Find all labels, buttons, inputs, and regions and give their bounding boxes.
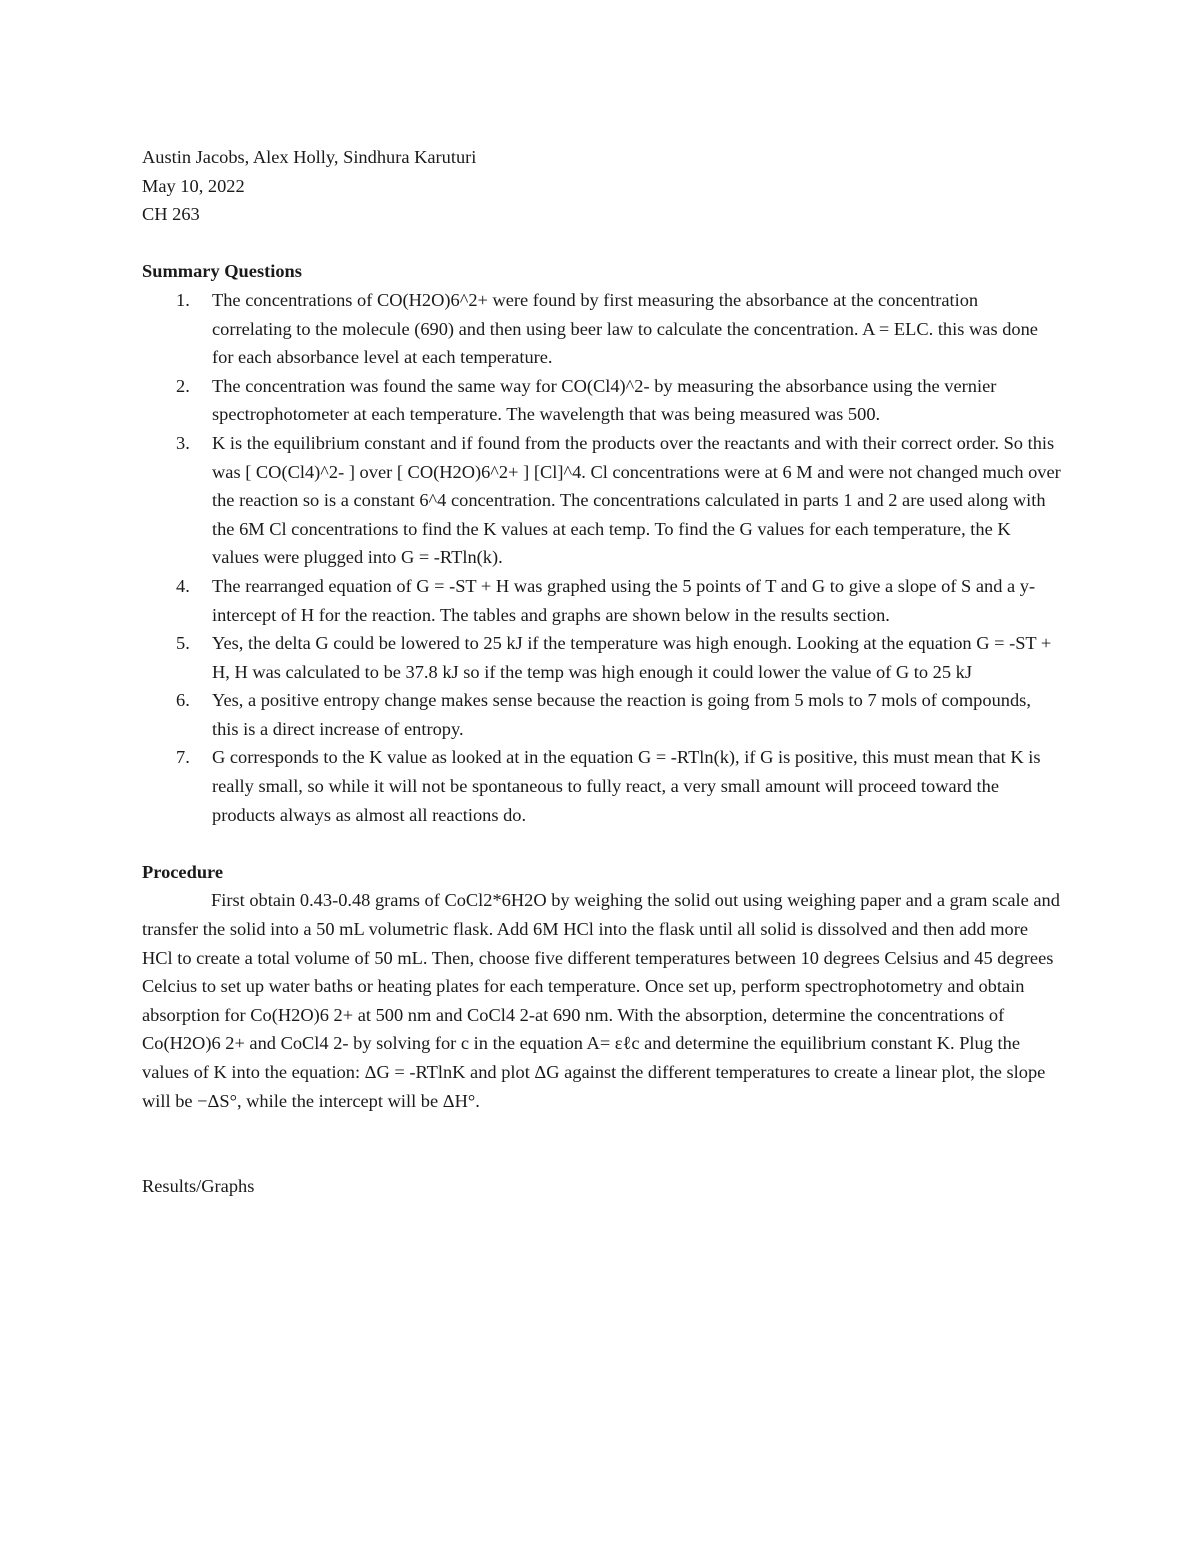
- list-item-text: Yes, the delta G could be lowered to 25 kJ if the temperature was high enough. Looking at the equation G = -ST + H, H was calculated to be 37.8 kJ so if the temp was high enough it could lower the value of G to 25 kJ: [212, 633, 1052, 682]
- procedure-heading: Procedure: [142, 861, 224, 882]
- list-item-text: Yes, a positive entropy change makes sense because the reaction is going from 5 mols to 7 mols of compounds, this is a direct increase of entropy.: [212, 690, 1031, 739]
- list-item-number: 2.: [176, 375, 190, 396]
- course-line: CH 263: [142, 204, 200, 225]
- list-item-number: 1.: [176, 289, 190, 310]
- authors-line: Austin Jacobs, Alex Holly, Sindhura Karuturi: [142, 147, 477, 167]
- list-item-text: G corresponds to the K value as looked at in the equation G = -RTln(k), if G is positive, this must mean that K is really small, so while it will not be spontaneous to fully react, a very small amount will proceed toward the products always as almost all reactions do.: [212, 747, 1041, 825]
- list-item-number: 3.: [176, 432, 190, 453]
- summary-heading: Summary Questions: [142, 261, 302, 282]
- spacer: [142, 229, 1062, 258]
- list-item: [142, 629, 1062, 686]
- date-line: May 10, 2022: [142, 175, 245, 196]
- list-item-text: K is the equilibrium constant and if found from the products over the reactants and with their correct order. So this was [ CO(Cl4)^2- ] over [ CO(H2O)6^2+ ] [Cl]^4. Cl concentrations were at 6 M and were not changed much over the reaction so is a constant 6^4 concentration. The concentrations calculated in parts 1 and 2 are used along with the 6M Cl concentrations to find the K values at each temp. To find the G values for each temperature, the K values were plugged into G = -RTln(k).: [212, 432, 1061, 568]
- list-item: [142, 686, 1062, 743]
- procedure-paragraph: First obtain 0.43-0.48 grams of CoCl2*6H2O by weighing the solid out using weighing paper and a gram scale and transfer the solid into a 50 mL volumetric flask. Add 6M HCl into the flask until all solid is dissolved and then add more HCl to create a total volume of 50 mL. Then, choose five different temperatures between 10 degrees Celsius and 45 degrees Celcius to set up water baths or heating plates for each temperature. Once set up, perform spectrophotometry and obtain absorption for Co(H2O)6 2+ at 500 nm and CoCl4 2-at 690 nm. With the absorption, determine the concentrations of Co(H2O)6 2+ and CoCl4 2- by solving for c in the equation A= εℓc and determine the equilibrium constant K. Plug the values of K into the equation: ΔG = -RTlnK and plot ΔG against the different temperatures to create a linear plot, the slope will be −ΔS°, while the intercept will be ΔH°.: [142, 890, 1060, 1111]
- list-item-text: The concentrations of CO(H2O)6^2+ were found by first measuring the absorbance at the concentration correlating to the molecule (690) and then using beer law to calculate the concentration. A = ELC. this was done for each absorbance level at each temperature.: [212, 289, 1038, 368]
- results-heading: Results/Graphs: [142, 1176, 255, 1197]
- list-item: [142, 743, 1062, 829]
- list-item: [142, 429, 1062, 572]
- list-item: [142, 286, 1062, 372]
- summary-questions-list: [142, 286, 1062, 829]
- list-item-text: The concentration was found the same way for CO(Cl4)^2- by measuring the absorbance using the vernier spectrophotometer at each temperature. The wavelength that was being measured was 500.: [212, 375, 997, 425]
- list-item: [142, 572, 1062, 629]
- list-item-number: 4.: [176, 575, 190, 596]
- list-item-text: The rearranged equation of G = -ST + H was graphed using the 5 points of T and G to give a slope of S and a y-intercept of H for the reaction. The tables and graphs are shown below in the results section.: [212, 575, 1036, 625]
- spacer: [142, 829, 1062, 858]
- list-item: [142, 372, 1062, 429]
- list-item-number: 5.: [176, 633, 190, 654]
- document-page: [142, 143, 1062, 1201]
- list-item-number: 6.: [176, 690, 190, 711]
- list-item-number: 7.: [176, 747, 190, 768]
- spacer: [142, 1115, 1062, 1172]
